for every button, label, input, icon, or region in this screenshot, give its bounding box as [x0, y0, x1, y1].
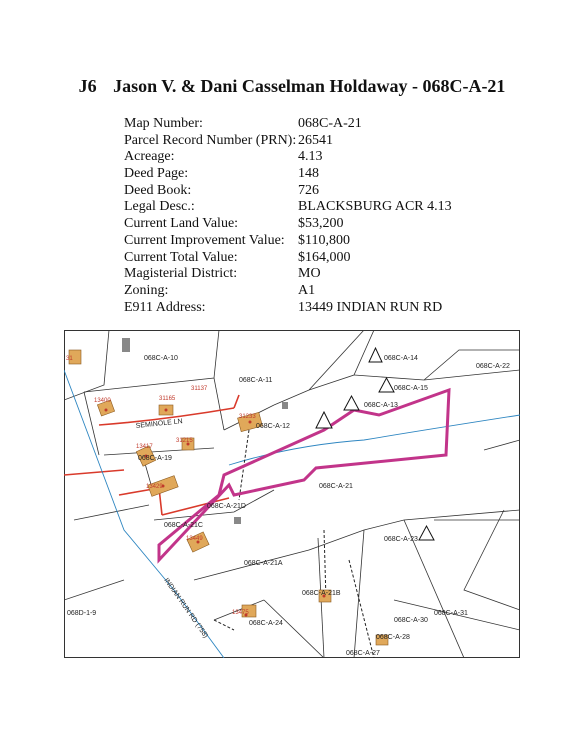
parcel-label: 068C-A-13 [364, 402, 398, 409]
prop-row [124, 250, 452, 267]
parcel-label: 068C-A-12 [256, 423, 290, 430]
address-label: 13429 [146, 484, 163, 490]
prop-row [124, 216, 452, 233]
prop-value: BLACKSBURG ACR 4.13 [298, 199, 452, 215]
prop-value: 726 [298, 182, 319, 198]
prop-row [124, 266, 452, 283]
map-frame [65, 331, 520, 658]
prop-label: Parcel Record Number (PRN): [124, 132, 297, 148]
prop-row [124, 183, 452, 200]
prop-value: $53,200 [298, 216, 344, 232]
parcel-label: 068C-A-28 [376, 634, 410, 641]
prop-label: Current Improvement Value: [124, 232, 285, 248]
prop-value: 068C-A-21 [298, 116, 362, 131]
parcel-label: 068C-A-21A [244, 560, 283, 567]
prop-value: 26541 [298, 132, 333, 148]
prop-value: $164,000 [298, 249, 351, 265]
parcel-label: 068D-1-9 [67, 610, 97, 617]
parcel-label: 068C-A-15 [394, 385, 428, 392]
prop-label: Legal Desc.: [124, 199, 195, 215]
prop-label: E911 Address: [124, 299, 206, 315]
parcel-label: 068C-A-19 [138, 455, 172, 462]
parcel-label: 068C-A-24 [249, 620, 283, 627]
prop-row [124, 199, 452, 216]
prop-label: Acreage: [124, 149, 175, 165]
address-label: 13449 [186, 536, 203, 542]
address-label: 13475 [232, 610, 249, 616]
prop-row [124, 116, 452, 133]
parcel-label: 068C-A-21D [207, 503, 246, 510]
prop-label: Current Total Value: [124, 249, 238, 265]
prop-label: Map Number: [124, 116, 203, 131]
address-label: 31215 [176, 438, 193, 444]
address-label: 13417 [136, 444, 153, 450]
road-label-seminole: SEMINOLE LN [135, 418, 184, 430]
parcel-label: 068C-A-30 [394, 617, 428, 624]
prop-row [124, 300, 452, 317]
prop-value: 13449 INDIAN RUN RD [298, 299, 443, 315]
prop-row [124, 283, 452, 300]
parcel-label: 068C-A-14 [384, 355, 418, 362]
prop-row [124, 233, 452, 250]
prop-value: A1 [298, 282, 316, 298]
parcel-label: 068C-A-21B [302, 590, 341, 597]
address-label: 31165 [159, 396, 176, 402]
parcel-label: 068C-A-23 [384, 536, 418, 543]
prop-label: Zoning: [124, 282, 169, 298]
address-label: 31 [66, 356, 73, 362]
parcel-label: 068C-A-31 [434, 610, 468, 617]
address-label: 13400 [94, 398, 111, 404]
address-label: 31233 [239, 414, 256, 420]
prop-value: 148 [298, 166, 319, 182]
parcel-label: 068C-A-27 [346, 650, 380, 657]
parcel-label: 068C-A-11 [239, 377, 273, 384]
prop-row [124, 166, 452, 183]
prop-value: $110,800 [298, 232, 350, 248]
road-label-indian-run: INDIAN RUN RD (758) [162, 577, 209, 640]
parcel-label: 068C-A-21 [319, 483, 353, 490]
prop-row [124, 133, 452, 150]
prop-label: Magisterial District: [124, 266, 238, 282]
prop-label: Deed Page: [124, 166, 189, 182]
title-code: J6 [78, 76, 97, 96]
property-details [124, 116, 452, 316]
parcel-label: 068C-A-22 [476, 363, 510, 370]
parcel-map[interactable] [64, 330, 520, 658]
parcel-label: 068C-A-21C [164, 522, 203, 529]
parcel-label: 068C-A-10 [144, 355, 178, 362]
prop-value: 4.13 [298, 149, 323, 165]
prop-row [124, 149, 452, 166]
prop-value: MO [298, 266, 321, 282]
address-label: 31137 [191, 386, 208, 392]
prop-label: Current Land Value: [124, 216, 239, 232]
page-title [0, 76, 584, 97]
title-text: Jason V. & Dani Casselman Holdaway - 068C-A-21 [113, 76, 506, 96]
prop-label: Deed Book: [124, 182, 192, 198]
